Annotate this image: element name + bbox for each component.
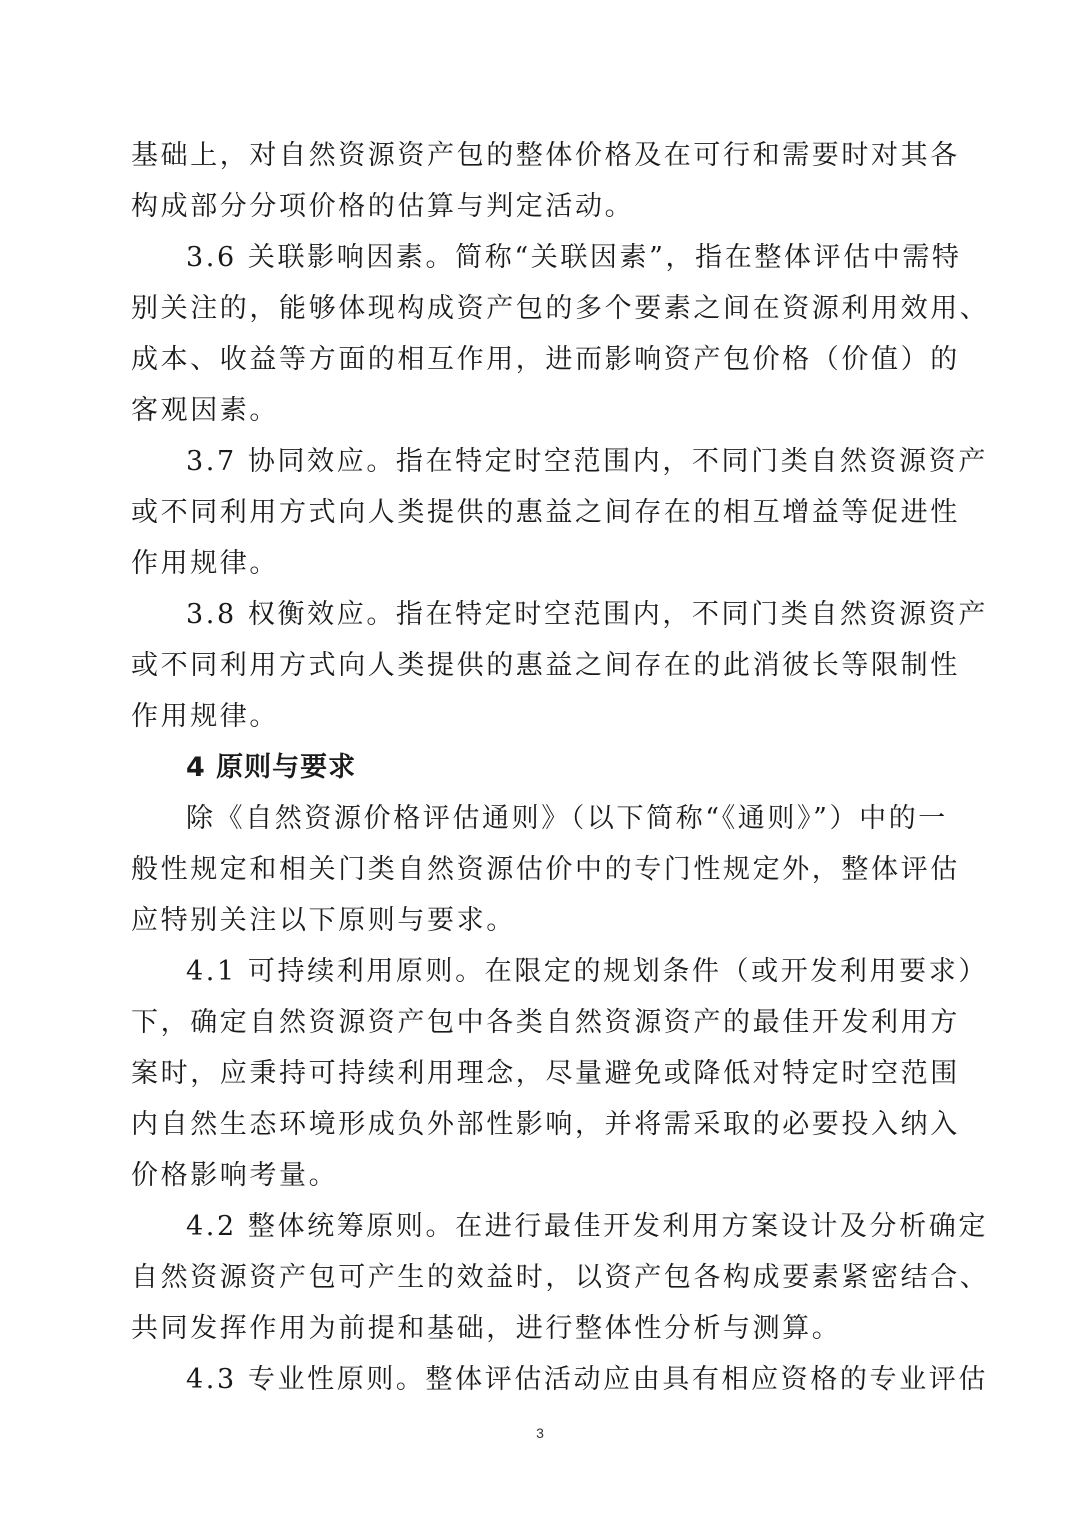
text-line: 或不同利用方式向人类提供的惠益之间存在的相互增益等促进性 — [131, 497, 960, 528]
text-line: 或不同利用方式向人类提供的惠益之间存在的此消彼长等限制性 — [131, 650, 960, 681]
text-line: 作用规律。 — [131, 548, 279, 579]
text-line: 除《自然资源价格评估通则》（以下简称“《通则》”）中的一 — [186, 803, 948, 834]
text-line: 4.1 可持续利用原则。在限定的规划条件（或开发利用要求） — [186, 956, 988, 987]
text-line: 4.3 专业性原则。整体评估活动应由具有相应资格的专业评估 — [186, 1364, 988, 1395]
text-line: 般性规定和相关门类自然资源估价中的专门性规定外，整体评估 — [131, 854, 960, 885]
page-number: 3 — [536, 1425, 544, 1441]
text-line: 3.7 协同效应。指在特定时空范围内，不同门类自然资源资产 — [186, 446, 988, 477]
document-body — [131, 130, 990, 1405]
section-heading: 4 原则与要求 — [186, 752, 357, 783]
text-line: 共同发挥作用为前提和基础，进行整体性分析与测算。 — [131, 1313, 842, 1344]
text-line: 3.8 权衡效应。指在特定时空范围内，不同门类自然资源资产 — [186, 599, 988, 630]
text-line: 别关注的，能够体现构成资产包的多个要素之间在资源利用效用、 — [131, 293, 990, 324]
text-line: 成本、收益等方面的相互作用，进而影响资产包价格（价值）的 — [131, 344, 960, 375]
text-line: 自然资源资产包可产生的效益时，以资产包各构成要素紧密结合、 — [131, 1262, 990, 1293]
text-line: 下，确定自然资源资产包中各类自然资源资产的最佳开发利用方 — [131, 1007, 960, 1038]
text-line: 内自然生态环境形成负外部性影响，并将需采取的必要投入纳入 — [131, 1109, 960, 1140]
text-line: 客观因素。 — [131, 395, 279, 426]
text-line: 4.2 整体统筹原则。在进行最佳开发利用方案设计及分析确定 — [186, 1211, 988, 1242]
text-line: 3.6 关联影响因素。简称“关联因素”，指在整体评估中需特 — [186, 242, 962, 273]
text-line: 基础上，对自然资源资产包的整体价格及在可行和需要时对其各 — [131, 140, 960, 171]
text-line: 价格影响考量。 — [131, 1160, 339, 1191]
text-line: 应特别关注以下原则与要求。 — [131, 905, 516, 936]
text-line: 构成部分分项价格的估算与判定活动。 — [131, 191, 635, 222]
text-line: 案时，应秉持可持续利用理念，尽量避免或降低对特定时空范围 — [131, 1058, 960, 1089]
text-line: 作用规律。 — [131, 701, 279, 732]
